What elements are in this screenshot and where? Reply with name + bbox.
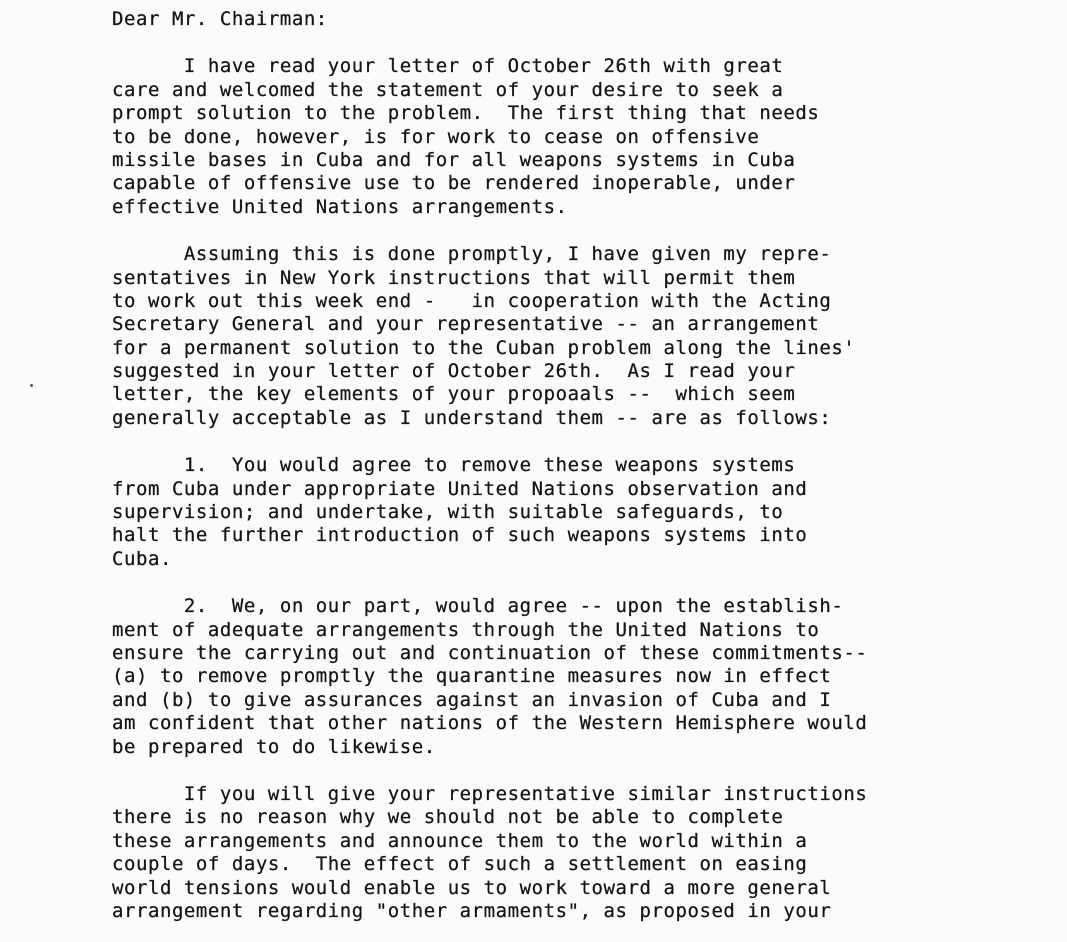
text-line: these arrangements and announce them to the world within a bbox=[112, 829, 808, 852]
scan-speck bbox=[30, 384, 33, 387]
text-line: Cuba. bbox=[112, 547, 172, 570]
text-line: generally acceptable as I understand them -- are as follows: bbox=[112, 406, 832, 429]
text-line: (a) to remove promptly the quarantine measures now in effect bbox=[112, 665, 832, 688]
text-line: supervision; and undertake, with suitable safeguards, to bbox=[112, 501, 784, 524]
paragraph-point-1 bbox=[112, 454, 1057, 571]
text-line: to be done, however, is for work to cease on offensive bbox=[112, 125, 760, 148]
paragraph-closing bbox=[112, 783, 1057, 923]
text-line: there is no reason why we should not be able to complete bbox=[112, 806, 784, 829]
text-line: suggested in your letter of October 26th. As I read your bbox=[112, 360, 796, 383]
text-line: from Cuba under appropriate United Nations observation and bbox=[112, 477, 808, 500]
text-line: be prepared to do likewise. bbox=[112, 735, 436, 758]
text-line: to work out this week end - in cooperation with the Acting bbox=[112, 289, 832, 312]
text-line: effective United Nations arrangements. bbox=[112, 195, 568, 218]
text-line: halt the further introduction of such weapons systems into bbox=[112, 524, 808, 547]
text-line: care and welcomed the statement of your desire to seek a bbox=[112, 78, 784, 101]
text-line: capable of offensive use to be rendered inoperable, under bbox=[112, 172, 796, 195]
paragraph-point-2 bbox=[112, 595, 1057, 759]
salutation-line: Dear Mr. Chairman: bbox=[112, 8, 328, 30]
text-line: letter, the key elements of your propoaals -- which seem bbox=[112, 383, 796, 406]
text-line: and (b) to give assurances against an invasion of Cuba and I bbox=[112, 688, 832, 711]
text-line: ensure the carrying out and continuation of these commitments-- bbox=[112, 641, 868, 664]
letter-page bbox=[112, 8, 1057, 923]
text-line: I have read your letter of October 26th with great bbox=[112, 55, 784, 78]
text-line: prompt solution to the problem. The first thing that needs bbox=[112, 102, 820, 125]
text-line: 1. You would agree to remove these weapons systems bbox=[112, 454, 796, 477]
text-line: If you will give your representative similar instructions bbox=[112, 782, 868, 805]
text-line: am confident that other nations of the Western Hemisphere would bbox=[112, 712, 868, 735]
text-line: couple of days. The effect of such a settlement on easing bbox=[112, 853, 808, 876]
text-line: missile bases in Cuba and for all weapons systems in Cuba bbox=[112, 148, 796, 171]
text-line: world tensions would enable us to work toward a more general bbox=[112, 876, 832, 899]
text-line: Assuming this is done promptly, I have given my repre- bbox=[112, 243, 832, 266]
salutation bbox=[112, 8, 1057, 31]
text-line: ment of adequate arrangements through the United Nations to bbox=[112, 618, 820, 641]
paragraph-2 bbox=[112, 243, 1057, 430]
text-line: for a permanent solution to the Cuban problem along the lines' bbox=[112, 336, 856, 359]
text-line: Secretary General and your representative -- an arrangement bbox=[112, 313, 820, 336]
text-line: 2. We, on our part, would agree -- upon the establish- bbox=[112, 595, 844, 618]
text-line: sentatives in New York instructions that will permit them bbox=[112, 266, 796, 289]
text-line: arrangement regarding "other armaments", as proposed in your bbox=[112, 899, 832, 922]
paragraph-1 bbox=[112, 55, 1057, 219]
